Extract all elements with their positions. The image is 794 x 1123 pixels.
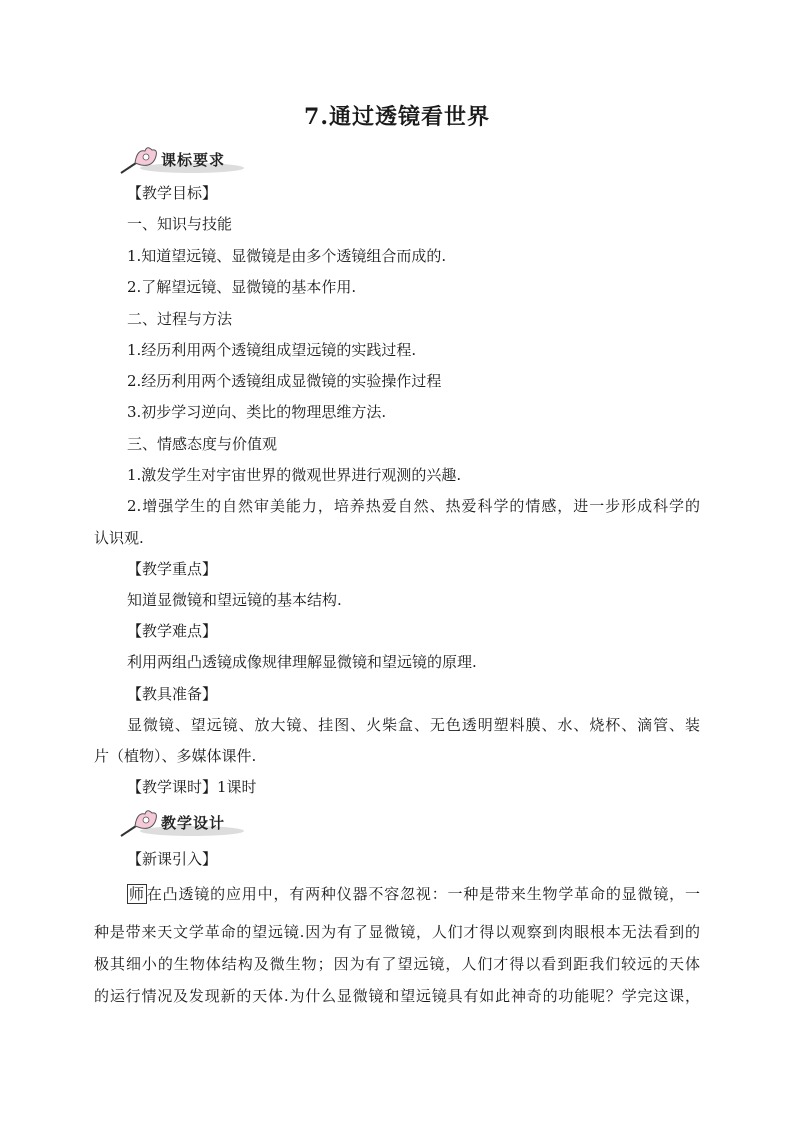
teacher-mark: 师 [129, 885, 145, 903]
section-badge-design [117, 806, 247, 840]
paragraph: 的运行情况及发现新的天体.为什么显微镜和望远镜具有如此神奇的功能呢？学完这课， [94, 987, 700, 1005]
paragraph: 显微镜、望远镜、放大镜、挂图、火柴盒、无色透明塑料膜、水、烧杯、滴管、装 [127, 716, 700, 734]
section-badge-standards [117, 143, 247, 177]
paragraph: 1.知道望远镜、显微镜是由多个透镜组合而成的. [127, 247, 447, 265]
heading-process: 二、过程与方法 [127, 310, 233, 328]
paragraph: 1.经历利用两个透镜组成望远镜的实践过程. [127, 341, 417, 359]
heading-difficulties: 【教学难点】 [127, 622, 218, 640]
paragraph: 2.增强学生的自然审美能力，培养热爱自然、热爱科学的情感，进一步形成科学的 [127, 497, 700, 515]
heading-hours: 【教学课时】1课时 [127, 778, 257, 796]
paragraph: 利用两组凸透镜成像规律理解显微镜和望远镜的原理. [127, 653, 477, 671]
paragraph: 2.经历利用两个透镜组成显微镜的实验操作过程 [127, 372, 442, 390]
page-title: 7.通过透镜看世界 [304, 104, 490, 130]
paragraph: 认识观. [94, 529, 144, 547]
paragraph: 1.激发学生对宇宙世界的微观世界进行观测的兴趣. [127, 466, 462, 484]
paragraph: 2.了解望远镜、显微镜的基本作用. [127, 278, 357, 296]
heading-emotion: 三、情感态度与价值观 [127, 435, 278, 453]
paragraph: 知道显微镜和望远镜的基本结构. [127, 591, 342, 609]
badge-label: 课标要求 [161, 151, 226, 169]
heading-tools: 【教具准备】 [127, 685, 218, 703]
heading-knowledge: 一、知识与技能 [127, 215, 233, 233]
paragraph-intro-first-line [127, 884, 700, 904]
paragraph-text: 在凸透镜的应用中，有两种仪器不容忽视：一种是带来生物学革命的显微镜，一 [146, 885, 700, 903]
heading-new-lesson: 【新课引入】 [127, 850, 218, 868]
heading-teaching-goals: 【教学目标】 [127, 184, 218, 202]
paragraph: 种是带来天文学革命的望远镜.因为有了显微镜，人们才得以观察到肉眼根本无法看到的 [94, 923, 700, 941]
heading-key-points: 【教学重点】 [127, 560, 218, 578]
paragraph: 片（植物）、多媒体课件. [94, 747, 257, 765]
badge-label: 教学设计 [161, 814, 226, 832]
paragraph: 极其细小的生物体结构及微生物；因为有了望远镜，人们才得以看到距我们较远的天体 [94, 955, 700, 973]
paragraph: 3.初步学习逆向、类比的物理思维方法. [127, 403, 387, 421]
